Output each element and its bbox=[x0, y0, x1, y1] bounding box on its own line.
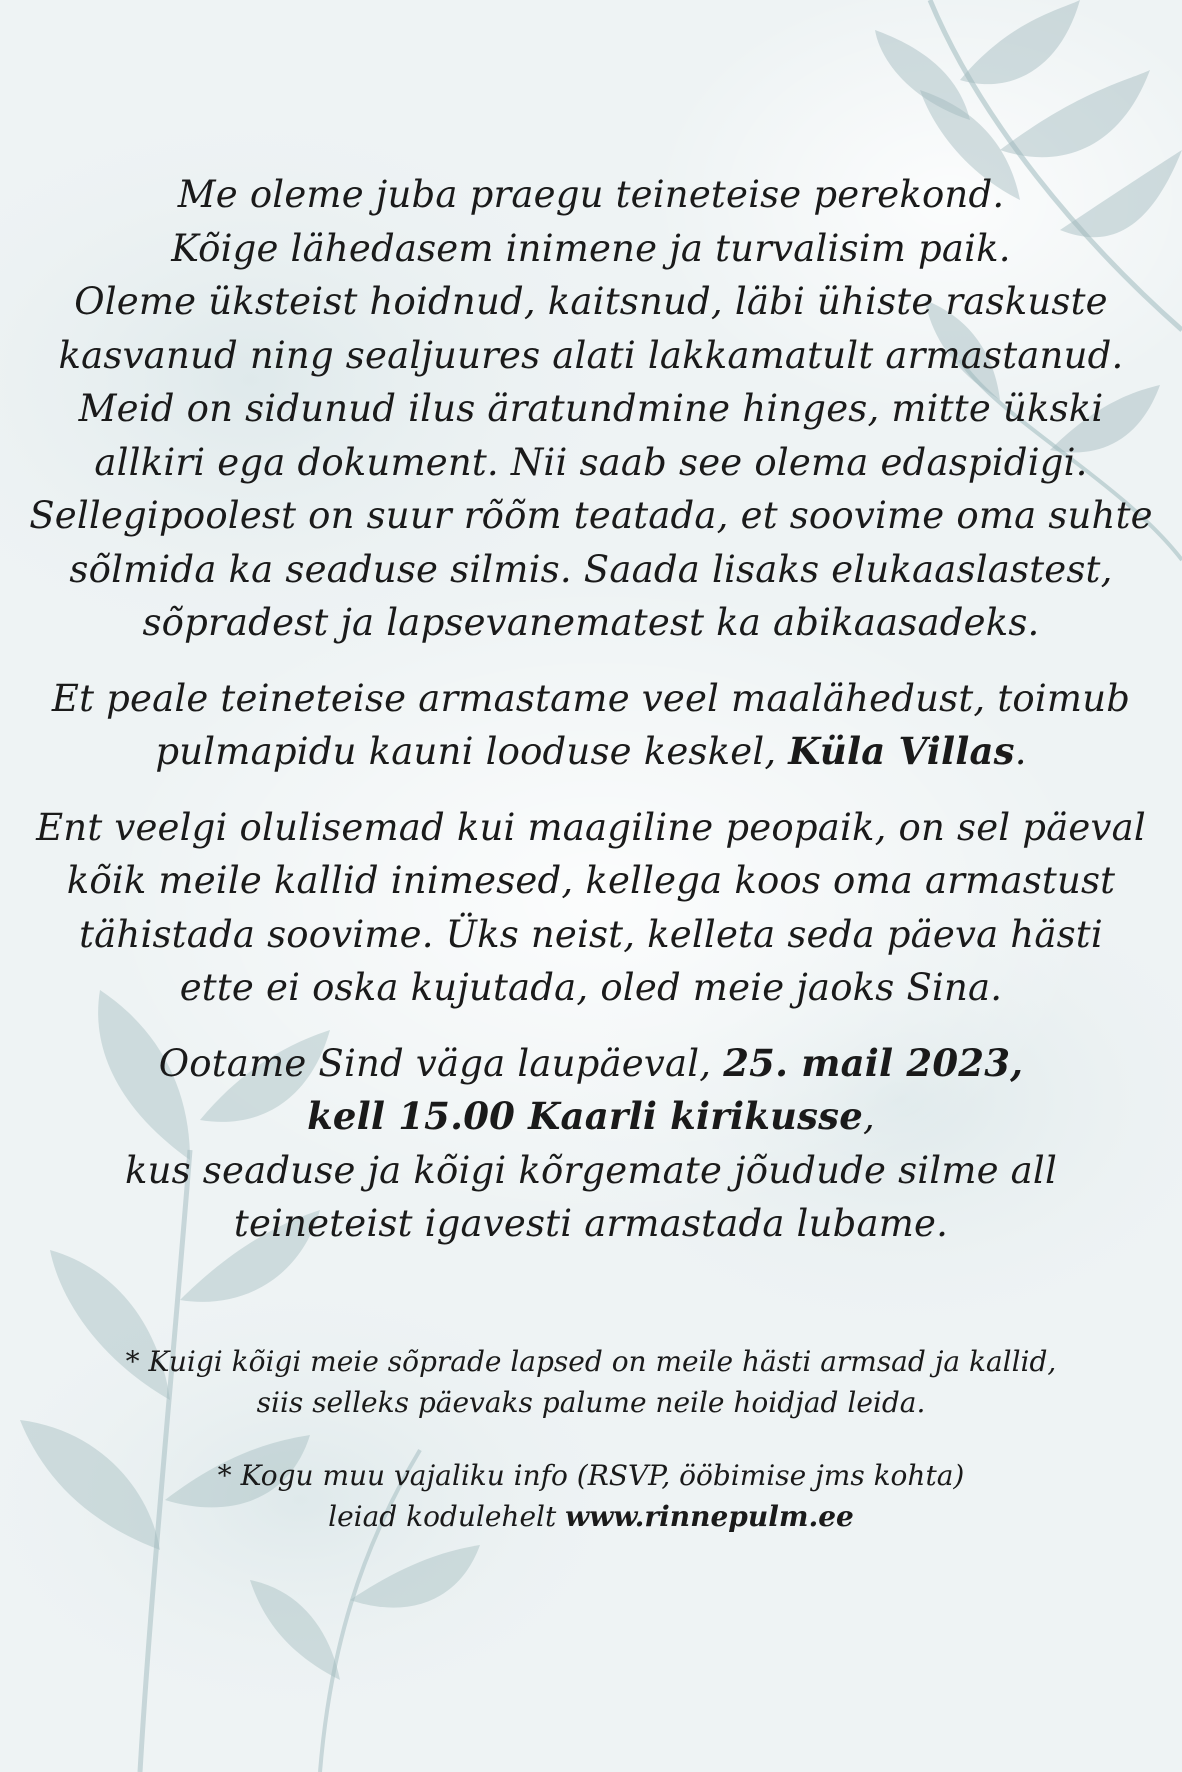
comma: , bbox=[862, 1095, 875, 1138]
text-line: teineteist igavesti armastada lubame. bbox=[233, 1202, 949, 1245]
children-note bbox=[0, 1341, 1182, 1423]
text-line: Et peale teineteise armastame veel maalähedust, toimub bbox=[51, 676, 1131, 720]
venue-paragraph bbox=[0, 672, 1182, 779]
ceremony-date: 25. mail 2023, bbox=[723, 1040, 1024, 1085]
footnotes bbox=[0, 1341, 1182, 1537]
venue-intro: pulmapidu kauni looduse keskel, bbox=[155, 730, 789, 773]
ceremony-paragraph bbox=[0, 1037, 1182, 1251]
text-line bbox=[0, 1496, 1182, 1537]
website-intro: leiad kodulehelt bbox=[328, 1499, 566, 1533]
text-line: kus seaduse ja kõigi kõrgemate jõudude silme all bbox=[125, 1148, 1057, 1192]
text-line: siis selleks päevaks palume neile hoidjad leida. bbox=[256, 1385, 926, 1419]
text-line: sõpradest ja lapsevanematest ka abikaasadeks. bbox=[142, 601, 1040, 644]
website-link[interactable]: www.rinnepulm.ee bbox=[565, 1499, 854, 1533]
ceremony-time-place: kell 15.00 Kaarli kirikusse bbox=[307, 1094, 863, 1138]
text-line: Sellegipoolest on suur rõõm teatada, et soovime oma suhte bbox=[29, 494, 1153, 537]
text-line: sõlmida ka seaduse silmis. Saada lisaks elukaaslastest, bbox=[69, 547, 1113, 591]
period: . bbox=[1014, 730, 1027, 773]
text-line: Kõige lähedasem inimene ja turvalisim paik. bbox=[171, 226, 1011, 270]
guests-paragraph bbox=[0, 801, 1182, 1015]
text-line: Oleme üksteist hoidnud, kaitsnud, läbi ühiste raskuste bbox=[74, 280, 1108, 323]
date-intro: Ootame Sind väga laupäeval, bbox=[158, 1041, 724, 1085]
text-line bbox=[0, 1037, 1182, 1091]
text-line: allkiri ega dokument. Nii saab see olema edaspidigi. bbox=[94, 440, 1088, 484]
intro-paragraph bbox=[0, 0, 1182, 650]
text-line: Meid on sidunud ilus äratundmine hinges, mitte ükski bbox=[78, 387, 1104, 430]
text-line: Ent veelgi olulisemad kui maagiline peopaik, on sel päeval bbox=[36, 805, 1146, 849]
text-line bbox=[0, 725, 1182, 779]
text-line: tähistada soovime. Üks neist, kelleta seda päeva hästi bbox=[79, 912, 1103, 956]
text-line: kasvanud ning sealjuures alati lakkamatult armastanud. bbox=[58, 333, 1124, 377]
venue-name: Küla Villas bbox=[788, 729, 1015, 773]
text-line: * Kogu muu vajaliku info (RSVP, ööbimise jms kohta) bbox=[217, 1458, 965, 1492]
text-line: Me oleme juba praegu teineteise perekond. bbox=[177, 173, 1005, 216]
info-note bbox=[0, 1455, 1182, 1537]
text-line: ette ei oska kujutada, oled meie jaoks Sina. bbox=[179, 966, 1003, 1009]
text-line: * Kuigi kõigi meie sõprade lapsed on meile hästi armsad ja kallid, bbox=[125, 1344, 1057, 1378]
text-line bbox=[0, 1090, 1182, 1144]
text-line: kõik meile kallid inimesed, kellega koos oma armastust bbox=[66, 859, 1116, 902]
